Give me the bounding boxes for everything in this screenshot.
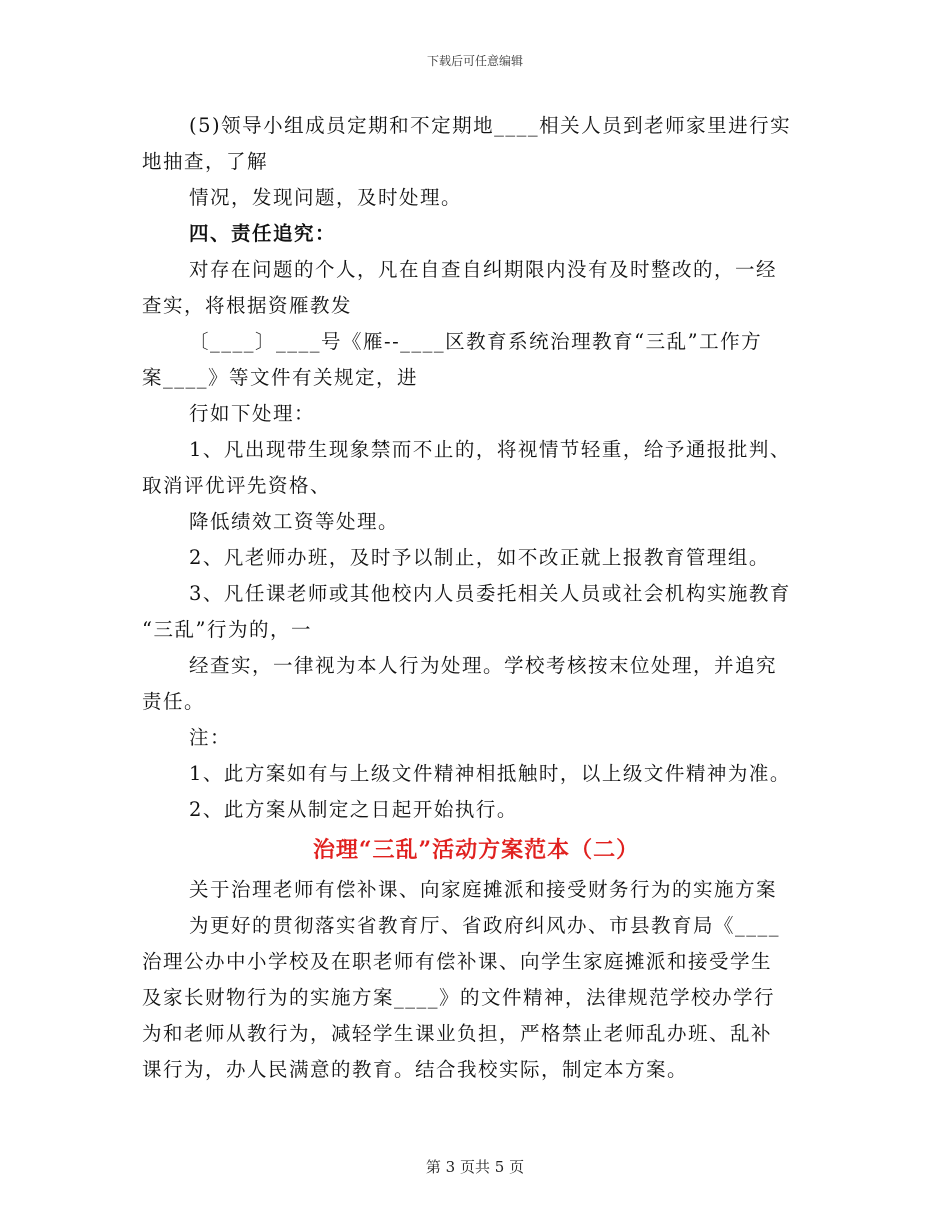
note-label: 注： [189,726,232,749]
paragraph: 查实，将根据资雁教发 [142,294,353,317]
paragraph: 〔____〕____号《雁--____区教育系统治理教育“三乱”工作方 [189,330,763,353]
paragraph: 地抽查，了解 [142,150,269,173]
paragraph: 3、凡任课老师或其他校内人员委托相关人员或社会机构实施教育 [189,582,791,605]
paragraph: 为和老师从教行为，减轻学生课业负担，严格禁止老师乱办班、乱补 [142,1022,773,1045]
paragraph: 经查实，一律视为本人行为处理。学校考核按末位处理，并追究 [189,654,778,677]
paragraph: 为更好的贯彻落实省教育厅、省政府纠风办、市县教育局《____ [189,914,781,937]
paragraph: 2、此方案从制定之日起开始执行。 [189,798,518,821]
paragraph: 2、凡老师办班，及时予以制止，如不改正就上报教育管理组。 [189,546,770,569]
page-footer: 第 3 页共 5 页 [425,1158,525,1176]
page-header: 下载后可任意编辑 [426,54,523,68]
paragraph: 情况，发现问题，及时处理。 [189,186,463,209]
paragraph: 治理公办中小学校及在职老师有偿补课、向学生家庭摊派和接受学生 [142,950,773,973]
paragraph: 1、此方案如有与上级文件精神相抵触时，以上级文件精神为准。 [189,762,791,785]
section-title: 治理“三乱”活动方案范本（二） [312,837,640,863]
paragraph: 取消评优评先资格、 [142,474,332,497]
paragraph: (5)领导小组成员定期和不定期地____相关人员到老师家里进行实 [189,114,792,137]
document-body [142,108,810,1088]
paragraph: 课行为，办人民满意的教育。结合我校实际，制定本方案。 [142,1058,689,1081]
paragraph: 关于治理老师有偿补课、向家庭摊派和接受财务行为的实施方案 [189,878,778,901]
paragraph: 行如下处理： [189,402,316,425]
paragraph: 降低绩效工资等处理。 [189,510,400,533]
paragraph: 责任。 [142,690,206,713]
paragraph: 对存在问题的个人，凡在自查自纠期限内没有及时整改的，一经 [189,258,778,281]
paragraph: 案____》等文件有关规定，进 [142,366,419,389]
paragraph: 1、凡出现带生现象禁而不止的，将视情节轻重，给予通报批判、 [189,438,791,461]
section-heading: 四、责任追究： [189,222,337,245]
paragraph: 及家长财物行为的实施方案____》的文件精神，法律规范学校办学行 [142,986,776,1009]
paragraph: “三乱”行为的，一 [142,618,312,641]
